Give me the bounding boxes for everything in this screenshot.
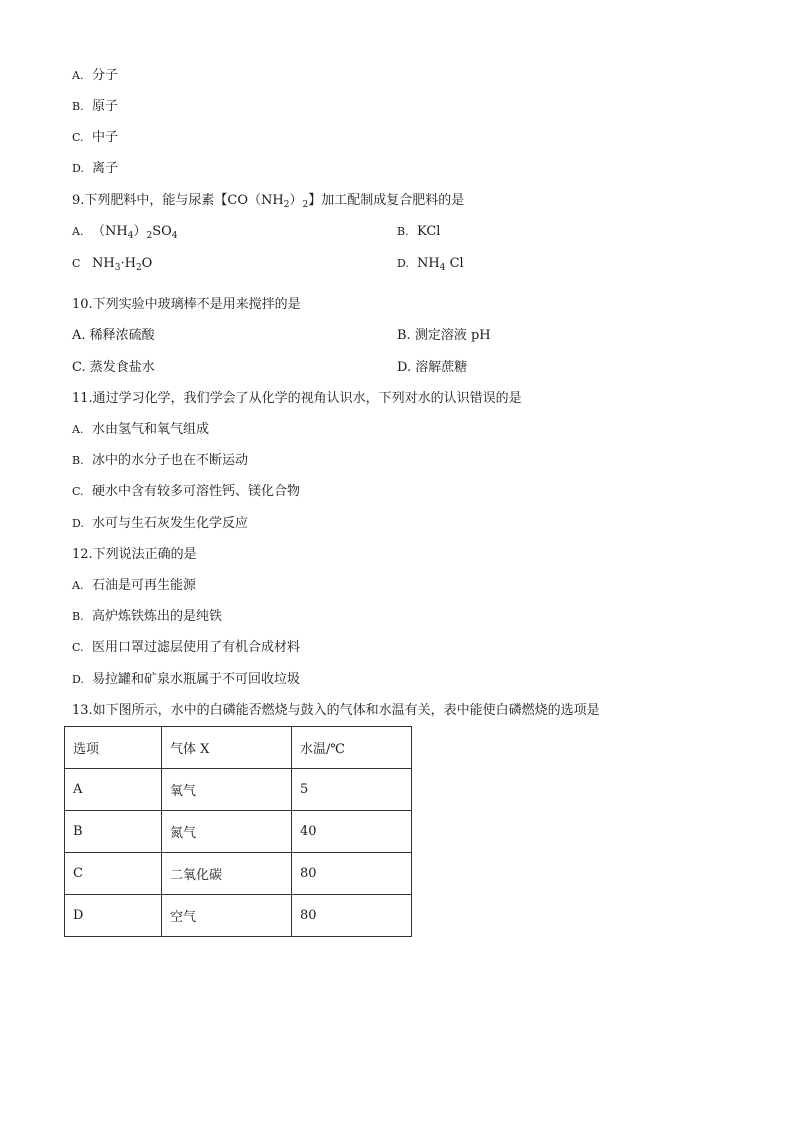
q9-stem-part: 9.下列肥料中，能与尿素【CO（NH	[72, 193, 284, 208]
table-row	[65, 853, 412, 895]
table-header-cell: 气体 X	[162, 727, 292, 769]
table-cell: 80	[292, 853, 412, 895]
option-text: 分子	[92, 68, 119, 83]
q9-option-c	[72, 254, 152, 274]
table-cell: 40	[292, 811, 412, 853]
table-header-cell: 水温/℃	[292, 727, 412, 769]
table-cell: 80	[292, 895, 412, 937]
q12-option-d	[72, 670, 300, 690]
q8-option-a	[72, 66, 118, 86]
subscript: 4	[171, 231, 178, 241]
option-letter: A.	[72, 423, 84, 436]
table-cell: 空气	[162, 895, 292, 937]
option-text: KCl	[417, 224, 441, 239]
option-letter: C.	[72, 485, 84, 498]
option-letter: D.	[72, 162, 84, 175]
option-text: 硬水中含有较多可溶性钙、镁化合物	[92, 484, 301, 499]
option-letter: A.	[72, 579, 84, 592]
q12-option-c	[72, 638, 300, 658]
q10-stem: 10.下列实验中玻璃棒不是用来搅拌的是	[72, 297, 301, 312]
table-cell: B	[65, 811, 162, 853]
subscript: 2	[283, 200, 290, 210]
subscript: 3	[114, 263, 121, 273]
subscript: 4	[127, 231, 134, 241]
table-cell: 氮气	[162, 811, 292, 853]
formula-part: NH	[417, 256, 440, 271]
q11-option-b	[72, 451, 248, 471]
q9-stem	[72, 191, 464, 211]
table-row	[65, 811, 412, 853]
table-cell: 5	[292, 769, 412, 811]
table-cell: D	[65, 895, 162, 937]
option-text: 中子	[92, 130, 119, 145]
q9-stem-part: 】加工配制成复合肥料的是	[308, 193, 465, 208]
option-letter: C.	[72, 131, 84, 144]
formula-part: O	[141, 256, 153, 271]
q10-option-d: D. 溶解蔗糖	[397, 360, 468, 375]
q10-option-b: B. 测定溶液 pH	[397, 328, 491, 343]
option-letter: B.	[72, 100, 84, 113]
option-text: 原子	[92, 99, 119, 114]
table-cell: C	[65, 853, 162, 895]
subscript: 4	[439, 263, 446, 273]
q11-option-a	[72, 420, 209, 440]
q13-table	[64, 726, 412, 937]
q9-option-d	[397, 254, 464, 274]
subscript: 2	[302, 200, 309, 210]
formula-part: Cl	[445, 256, 464, 271]
option-letter: D.	[72, 673, 84, 686]
formula-part: NH	[92, 256, 115, 271]
q10-option-a: A. 稀释浓硫酸	[72, 328, 155, 343]
table-row	[65, 769, 412, 811]
option-text: 冰中的水分子也在不断运动	[92, 453, 249, 468]
table-row	[65, 895, 412, 937]
q8-option-c	[72, 128, 118, 148]
table-cell: A	[65, 769, 162, 811]
option-text: 水可与生石灰发生化学反应	[92, 516, 249, 531]
formula-part: （NH	[92, 224, 128, 239]
q10-option-c: C. 蒸发食盐水	[72, 360, 155, 375]
q12-option-b	[72, 607, 222, 627]
option-text: 石油是可再生能源	[92, 578, 197, 593]
option-text: 离子	[92, 161, 119, 176]
option-letter: D.	[72, 517, 84, 530]
subscript: 2	[146, 231, 153, 241]
q8-option-d	[72, 159, 118, 179]
q8-option-b	[72, 97, 118, 117]
q11-stem: 11.通过学习化学，我们学会了从化学的视角认识水，下列对水的认识错误的是	[72, 391, 522, 406]
q13-stem: 13.如下图所示，水中的白磷能否燃烧与鼓入的气体和水温有关，表中能使白磷燃烧的选项是	[72, 703, 600, 718]
option-letter: A.	[72, 69, 84, 82]
option-letter: B.	[397, 225, 409, 238]
q11-option-d	[72, 514, 248, 534]
option-letter: C	[72, 257, 81, 270]
q11-option-c	[72, 482, 300, 502]
option-letter: B.	[72, 610, 84, 623]
q12-stem: 12.下列说法正确的是	[72, 547, 197, 562]
option-letter: A.	[72, 225, 84, 238]
q9-option-b	[397, 222, 440, 242]
q9-stem-part: ）	[289, 193, 303, 208]
table-header-row	[65, 727, 412, 769]
option-letter: B.	[72, 454, 84, 467]
table-cell: 氧气	[162, 769, 292, 811]
formula-part: SO	[152, 224, 172, 239]
option-letter: C.	[72, 641, 84, 654]
subscript: 2	[135, 263, 142, 273]
q9-option-a	[72, 222, 178, 242]
option-letter: D.	[397, 257, 409, 270]
option-text: 水由氢气和氧气组成	[92, 422, 210, 437]
option-text: 易拉罐和矿泉水瓶属于不可回收垃圾	[92, 672, 301, 687]
option-text: 高炉炼铁炼出的是纯铁	[92, 609, 223, 624]
option-text: 医用口罩过滤层使用了有机合成材料	[92, 640, 301, 655]
q12-option-a	[72, 576, 196, 596]
formula-part: ·H	[120, 256, 136, 271]
table-cell: 二氧化碳	[162, 853, 292, 895]
formula-part: ）	[133, 224, 147, 239]
table-header-cell: 选项	[65, 727, 162, 769]
